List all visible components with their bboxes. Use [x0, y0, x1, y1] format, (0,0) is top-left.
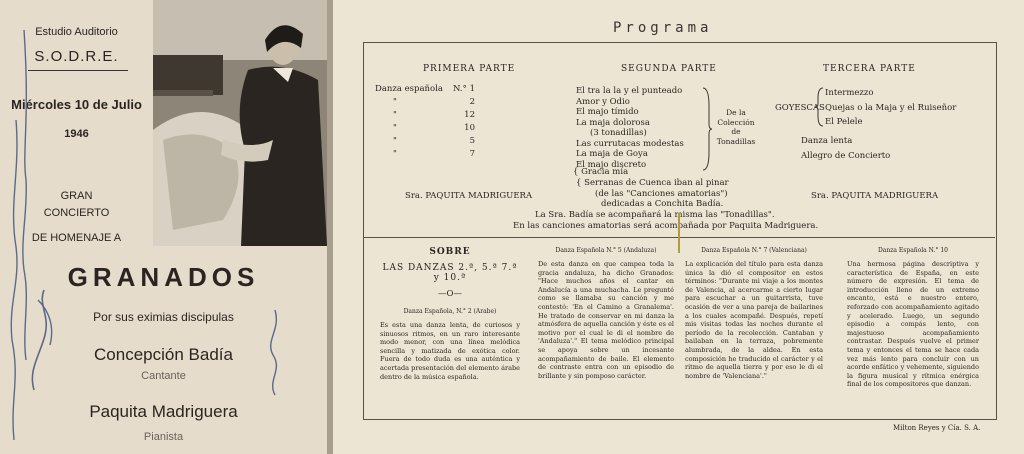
piece: Quejas o la Maja y el Ruiseñor — [825, 102, 957, 113]
portrait-photo — [153, 0, 327, 246]
amatorias-source: (de las "Canciones amatorias") — [595, 189, 728, 199]
performer-left: Sra. PAQUITA MADRIGUERA — [405, 191, 533, 201]
danza2-heading: Danza Española, N.° 2 (Arabe) — [403, 308, 497, 315]
piece: Danza lenta — [801, 136, 853, 146]
printer-credit: Milton Reyes y Cía. S. A. — [893, 424, 981, 432]
danza5-heading: Danza Española N.° 5 (Andaluza) — [555, 247, 657, 254]
danza2-text: Es esta una danza lenta, de curiosos y sinuosos ritmos, en un raro interesante modo menor, con una línea melódica sencilla y matizada de exótica color. Fuera de todo duda es una auténtica y acertada presentación del elemento árabe dentro de la música española. — [380, 321, 520, 381]
notes-col-1 — [380, 247, 520, 381]
studio-label: Estudio Auditorio — [35, 26, 118, 38]
collection-line: De la — [726, 108, 746, 117]
ditto-mark: " — [393, 149, 397, 159]
piece-number: 5 — [469, 136, 475, 146]
danza7-heading: Danza Española N.° 7 (Valenciana) — [701, 247, 807, 254]
performer-madriguera: Paquita Madriguera — [89, 402, 238, 421]
goyescas-label: GOYESCAS — [775, 103, 825, 113]
composer-name: GRANADOS — [67, 262, 260, 292]
collection-line: de — [731, 127, 741, 136]
collection-line: Colección — [717, 117, 755, 127]
performer-badia: Concepción Badía — [94, 345, 233, 364]
piece: El Pelele — [825, 117, 863, 127]
collection-label — [713, 108, 759, 146]
song: La maja dolorosa — [576, 117, 650, 128]
note-2: En las canciones amatorias será acompañada por Paquita Madriguera. — [513, 221, 819, 231]
notes-las-danzas: LAS DANZAS 2.ª, 5.ª 7.ª y 10.ª — [382, 263, 518, 283]
performer-right: Sra. PAQUITA MADRIGUERA — [811, 191, 939, 201]
ditto-mark: " — [393, 123, 397, 133]
staple-mark — [673, 213, 685, 253]
ditto-mark: " — [393, 136, 397, 146]
part1-list — [375, 84, 475, 162]
ditto-mark: " — [393, 110, 397, 120]
concert-date: Miércoles 10 de Julio — [11, 97, 142, 112]
notes-ornament: —O— — [438, 289, 462, 299]
piece: Intermezzo — [825, 88, 874, 98]
program-cover — [0, 0, 327, 454]
part3-heading: TERCERA PARTE — [823, 64, 916, 74]
sodre-label: S.O.D.R.E. — [34, 48, 119, 65]
title-line-1: GRAN — [60, 190, 93, 202]
page-gutter — [327, 0, 333, 454]
part3-list — [825, 86, 956, 130]
note-1: La Sra. Badía se acompañará la misma las "Tonadillas". — [535, 210, 775, 220]
danza7-text: La explicación del título para esta danza única la dió el compositor en estos términos: "Durante mi viaje a los montes de Valencia, al acercarme a cierto lugar para escuchar a un guitarrista, tuve ocasión de ver a una pareja de bailarines a los cuales acompañé. Después, repetí mis visitas todas las noches durante el período de la recolección. Cantaban y bailaban en la terraza, pobremente alumbrada, de la aldea. En esta composición he traducido el carácter y el ritmo de aquella tierra y por eso le di el nombre de 'Valenciana'." — [685, 260, 823, 380]
song: Serranas de Cuenca iban al pinar — [584, 178, 729, 188]
song: Amor y Odio — [576, 96, 630, 107]
handwritten-signature — [255, 300, 295, 400]
bracket — [701, 86, 713, 172]
program-sheet — [333, 0, 1024, 454]
amatoria-2: { Serranas de Cuenca iban al pinar — [576, 178, 729, 188]
piece-label: Danza española — [375, 84, 443, 94]
piece: Allegro de Concierto — [801, 151, 891, 161]
piece-number: 10 — [464, 123, 475, 133]
song: Gracia mía — [581, 167, 629, 177]
amatorias-dedication: dedicadas a Conchita Badía. — [601, 199, 724, 209]
part1-heading: PRIMERA PARTE — [423, 64, 516, 74]
part2-heading: SEGUNDA PARTE — [621, 64, 717, 74]
notes-col-4 — [847, 247, 979, 389]
handwritten-dedication — [0, 0, 150, 454]
notes-col-2 — [538, 247, 674, 380]
role-singer: Cantante — [141, 370, 186, 382]
bracket — [815, 86, 825, 128]
song: El tra la la y el punteado — [576, 86, 683, 96]
subtitle: Por sus eximias discipulas — [93, 310, 234, 324]
notes-col-3 — [685, 247, 823, 380]
song-note: (3 tonadillas) — [590, 128, 647, 138]
danza10-text: Una hermosa página descriptiva y característica de España, en este número de expresión. El tema de introducción lleno de un extremo encanto, está e nuestro entero, reforzado con acompañamiento agitado y acelerado. Luego, un segundo episodio a compás lento, con majestuoso acompañamiento contrastar. Después vuelve el primer tema y entonces el tema se hace cada vez más lento para concluir con un acorde enfático y vehemente, siguiendo la figura musical y rítmica enérgica final de los compositores que danzan. — [847, 260, 979, 389]
danza5-text: De esta danza en que campea toda la gracia andaluza, ha dicho Granados: "Hace muchos años el cantar en Andalucía a una muchacha. Le pregunté como se llamaba su canción y me contestó: 'En el Camino a Granalema'. He tratado de conservar en mi danza la atmósfera de aquella canción y éste es el motivo por el cual le di el nombre de 'Andaluza'." El tema melódico principal se apoya sobre un incesante acompañamiento de baile. El elemento de contraste entra con un episodio de brillante y sin pomposo carácter. — [538, 260, 674, 380]
amatoria-1: { Gracia mía — [573, 167, 629, 177]
ditto-mark: " — [393, 97, 397, 107]
title-line-3: DE HOMENAJE A — [31, 232, 122, 244]
collection-line: Tonadillas — [716, 136, 756, 146]
song: El majo tímido — [576, 107, 639, 117]
song: Las currutacas modestas — [576, 138, 684, 149]
part2-list — [576, 86, 684, 170]
song: La maja de Goya — [576, 149, 648, 159]
piece-number: 2 — [469, 97, 475, 107]
song: El majo discreto — [576, 159, 647, 170]
program-title: Programa — [613, 20, 713, 36]
role-pianist: Pianista — [143, 431, 184, 443]
concert-year: 1946 — [64, 128, 89, 140]
piece-number: N.° 1 — [453, 84, 475, 94]
danza10-heading: Danza Española N.° 10 — [878, 247, 948, 254]
title-line-2: CONCIERTO — [43, 207, 110, 219]
piece-number: 7 — [469, 149, 475, 159]
notes-sobre: SOBRE — [429, 247, 471, 257]
piece-number: 12 — [464, 110, 475, 120]
